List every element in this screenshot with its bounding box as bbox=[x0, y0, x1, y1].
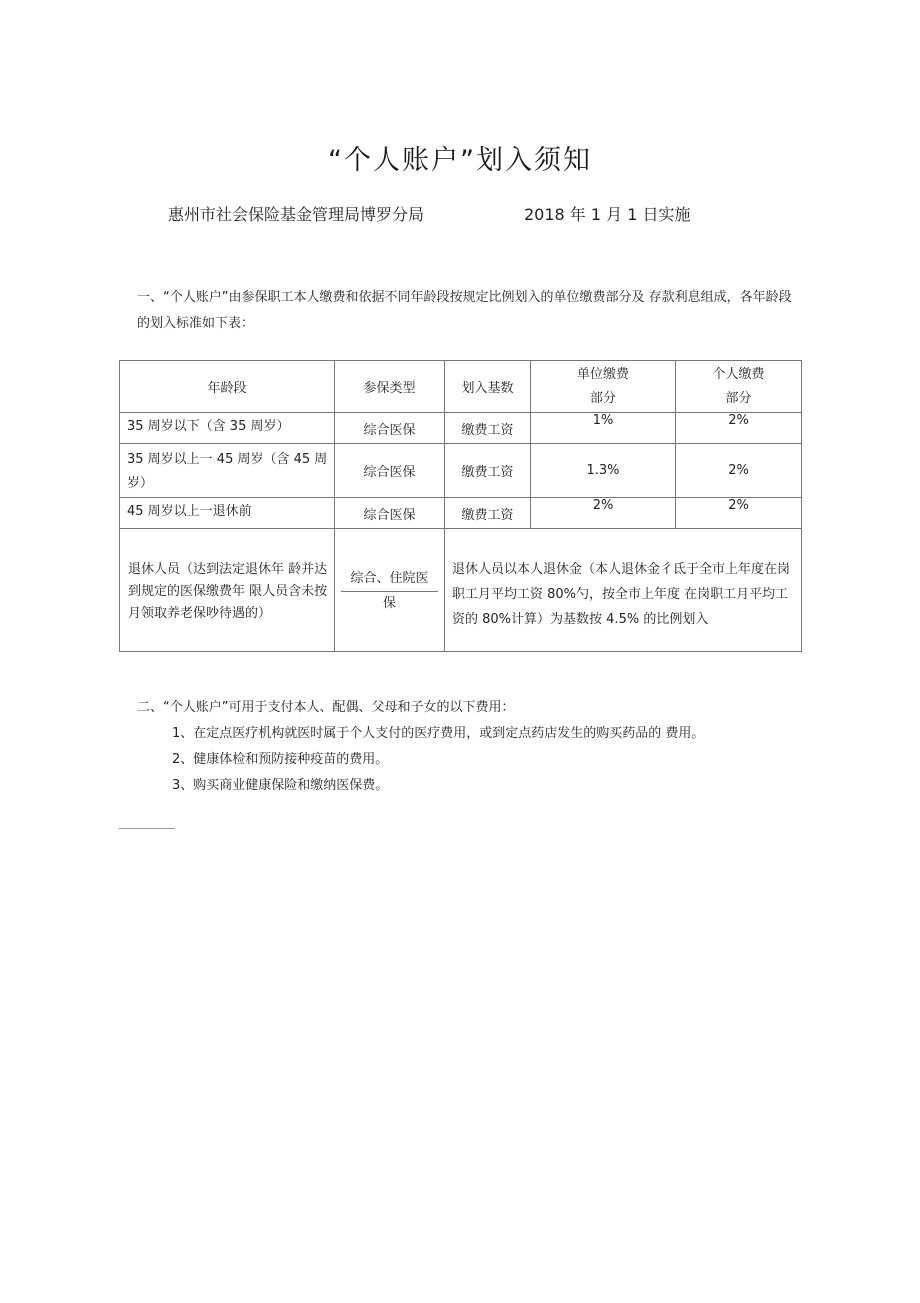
allocation-table bbox=[119, 360, 802, 652]
retiree-age: 退休人员（达到法定退休年 龄并达到规定的医保缴费年 限人员含未按月领取养老保吵待遇的） bbox=[120, 529, 335, 652]
table-row bbox=[120, 413, 802, 444]
page-title: “个人账户”划入须知 bbox=[328, 145, 592, 176]
retiree-row bbox=[120, 529, 802, 652]
header-age: 年龄段 bbox=[120, 361, 335, 413]
table-header-row bbox=[120, 361, 802, 413]
effective-date: 2018 年 1 月 1 日实施 bbox=[524, 205, 691, 224]
row-base: 缴费工资 bbox=[445, 444, 531, 498]
footnote-divider bbox=[119, 828, 175, 829]
retiree-type-line2: 保 bbox=[382, 596, 396, 611]
list-item: 1、在定点医疗机构就医时属于个人支付的医疗费用，或到定点药店发生的购买药品的 费用。 bbox=[172, 726, 705, 741]
header-unit bbox=[531, 361, 676, 413]
retiree-type-line1: 综合、住院医 bbox=[341, 567, 438, 592]
row-age: 45 周岁以上一退休前 bbox=[120, 498, 335, 529]
header-base: 划入基数 bbox=[445, 361, 531, 413]
header-type: 参保类型 bbox=[335, 361, 445, 413]
row-personal: 2% bbox=[676, 444, 802, 498]
row-unit: 2% bbox=[531, 498, 676, 529]
row-unit: 1.3% bbox=[531, 444, 676, 498]
section-1-text: 一、“个人账户”由参保职工本人缴费和依据不同年龄段按规定比例划入的单位缴费部分及 存款利息组成，各年龄段的划入标准如下表： bbox=[137, 290, 792, 331]
row-type: 综合医保 bbox=[335, 413, 445, 444]
row-base: 缴费工资 bbox=[445, 498, 531, 529]
table-row bbox=[120, 444, 802, 498]
issuer: 惠州市社会保险基金管理局博罗分局 bbox=[168, 205, 425, 224]
header-unit-line2: 部分 bbox=[589, 390, 616, 406]
retiree-type bbox=[335, 529, 445, 652]
list-item: 3、购买商业健康保险和缴纳医保费。 bbox=[172, 778, 389, 793]
row-base: 缴费工资 bbox=[445, 413, 531, 444]
row-personal: 2% bbox=[676, 498, 802, 529]
row-personal: 2% bbox=[676, 413, 802, 444]
header-unit-line1: 单位缴费 bbox=[576, 366, 629, 382]
section-2-heading: 二、“个人账户”可用于支付本人、配偶、父母和子女的以下费用： bbox=[137, 700, 515, 715]
header-personal bbox=[676, 361, 802, 413]
table-row bbox=[120, 498, 802, 529]
header-personal-line1: 个人缴费 bbox=[712, 366, 765, 382]
list-item: 2、健康体检和预防接种疫苗的费用。 bbox=[172, 752, 389, 767]
header-personal-line2: 部分 bbox=[725, 390, 752, 406]
row-type: 综合医保 bbox=[335, 444, 445, 498]
row-age: 35 周岁以下（含 35 周岁） bbox=[120, 413, 335, 444]
row-unit: 1% bbox=[531, 413, 676, 444]
retiree-desc: 退休人员以本人退休金（本人退休金彳氐于全市上年度在岗职工月平均工资 80%勺，按全市上年度 在岗职工月平均工资的 80%计算）为基数按 4.5% 的比例划入 bbox=[445, 529, 802, 652]
row-age: 35 周岁以上一 45 周岁（含 45 周岁） bbox=[120, 444, 335, 498]
row-type: 综合医保 bbox=[335, 498, 445, 529]
